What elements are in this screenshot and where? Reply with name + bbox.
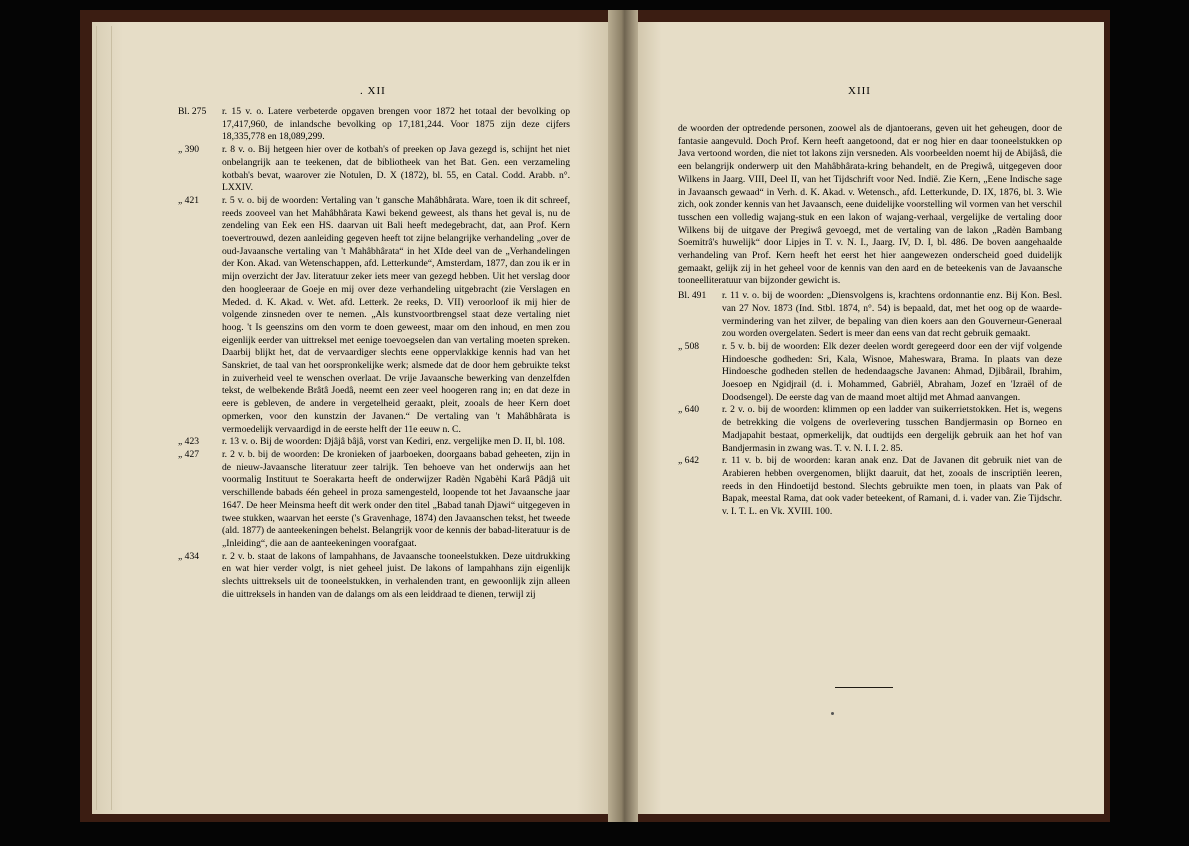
- entry-ref: Bl. 491: [678, 290, 707, 302]
- entry-text: r. 8 v. o. Bij hetgeen hier over de kotbah's of preeken op Java gezegd is, schijnt het niet onbelangrijk aan te teekenen, dat de bibliotheek van het Bat. Gen. een verzameling kotbah's bevat, waarover zie Notulen, D. X (1872), bl. 55, en Catal. Codd. Arabb. n°. LXXIV.: [222, 144, 570, 194]
- entry-text: r. 15 v. o. Latere verbeterde opgaven brengen voor 1872 het totaal der bevolking op 17,417,960, de inlandsche bevolking op 17,181,244. Voor 1875 zijn deze cijfers 18,335,778 en 18,089,299.: [222, 106, 570, 143]
- entry-text: r. 11 v. b. bij de woorden: karan anak enz. Dat de Javanen dit gebruik niet van de Arabieren hebben overgenomen, blijkt daaruit, dat het, zooals de inscriptiën leeren, reeds in den Hindoetijd bestond. Slechts gebruikte men toen, in plaats van Pak of Bapak, meestal Rama, dat ook vader beteekent, of Ramani, d. i. vader van. Zie Tijdschr. v. I. T. L. en Vk. XVIII. 100.: [722, 455, 1062, 518]
- entry-ref: „ 642: [678, 455, 700, 467]
- annotation-entry: [178, 144, 570, 195]
- entry-ref: „ 423: [178, 436, 200, 448]
- entry-text: r. 2 v. b. staat de lakons of lampahhans, de Javaansche tooneelstukken. Deze uitdrukking en wat hier verder volgt, is niet geheel juist. De lakons of lampahhans zijn eigenlijk slechts uittreksels uit de tooneelstukken, in verhalenden trant, en gewoonlijk zijn alleen die uittreksels in handen van de dalangs om als een leiddraad te dienen, terwijl zij: [222, 550, 570, 600]
- page-edge-lines: [96, 26, 112, 810]
- entry-text: r. 13 v. o. Bij de woorden: Djâjâ bâjâ, vorst van Kediri, enz. vergelijke men D. II, bl. 108.: [222, 436, 565, 448]
- book-spine: [608, 10, 638, 822]
- entry-ref: „ 508: [678, 340, 700, 352]
- entry-text: r. 5 v. b. bij de woorden: Elk dezer deelen wordt geregeerd door een der vijf volgende Hindoesche godheden: Sri, Kala, Wisnoe, Maheswara, Brama. In plaats van deze Hindoesche godheden stellen de hedendaagsche Javanen: Ahmad, Djibârail, Ibrahim, Joesoep en Ngidjrail (d. i. Mohammed, Gabriël, Abraham, Jozef en 'Izraël of de Doodsengel). De eerste dag van de maand moet altijd met Ahmad aanvangen.: [722, 340, 1062, 403]
- annotation-entry: [178, 436, 570, 449]
- right-page-text: [678, 123, 1062, 519]
- entry-ref: „ 390: [178, 144, 200, 156]
- annotation-entry: [678, 341, 1062, 405]
- entry-ref: Bl. 275: [178, 106, 207, 117]
- closing-rule: [835, 687, 893, 688]
- left-page-number: . XII: [360, 85, 386, 97]
- annotation-entry: [678, 404, 1062, 455]
- annotation-entry: [178, 106, 570, 144]
- entry-ref: „ 434: [178, 550, 200, 562]
- annotation-entry: [678, 455, 1062, 519]
- left-page-text: [178, 106, 570, 601]
- entry-ref: „ 640: [678, 404, 700, 416]
- annotation-entry: [678, 290, 1062, 341]
- entry-text: r. 2 v. o. bij de woorden: klimmen op een ladder van suikerrietstokken. Het is, wegens de betrekking die volgens de overlevering tusschen Bandjermasin op Borneo en Madjapahit bestaat, opmerkelijk, dat oudtijds een dergelijk gebruik aan het hof van Bandjermasin in zwang was. T. v. N. I. I. 2. 85.: [722, 404, 1062, 454]
- annotation-entry: [178, 195, 570, 436]
- continued-paragraph: de woorden der optredende personen, zoowel als de djantoerans, geven uit het geheugen, door de fantasie aangevuld. Doch Prof. Kern heeft aangetoond, dat er nog hier en daar tooneelstukken op Java vertoond worden, die niet tot lakons zijn versneden. Als voorbeelden noemt hij de Abijâsâ, die een belangrijk onderwerp uit den Mahâbhârata-kring behandelt, en de Pregiwâ, uitgegeven door Wilkens in Jaarg. VIII, Deel II, van het Tijdschrift voor Ned. Indië. Zie Kern, „Eene Indische sage in Javaansch gewaad“ in Verh. d. K. Akad. v. Wetensch., afd. Letterkunde, D. IX, 1876, bl. 3. Wie zich, ook zonder kennis van het Javaansch, eene duidelijke voorstelling wil vormen van het verschil tusschen een volledig wajang-stuk en een lakon of wajang-verhaal, vergelijke de vertaling door Wilkens bij de uitgave der Pregiwâ gevoegd, met de vertaling van de lakon „Radèn Bambang Soemitrâ's huwelijk“ door Lipjes in T. v. N. I., Jaarg. IV, D. I, bl. 486. De boven aangehaalde verhandeling van Prof. Kern heeft het eerst het hier aangewezen onderscheid goed duidelijk gemaakt, gelijk zij in het geheel voor de kennis van den aard en de beteekenis van de Javaansche tooneelliteratuur van bijzonder gewicht is.: [678, 123, 1062, 287]
- right-page-number: XIII: [848, 85, 871, 97]
- annotation-entry: [178, 551, 570, 602]
- entry-ref: „ 427: [178, 448, 200, 460]
- entry-text: r. 5 v. o. bij de woorden: Vertaling van 't gansche Mahâbhârata. Ware, toen ik dit schreef, reeds zooveel van het Mahâbhârata Kawi bekend geweest, als thans het geval is, nu de zendeling van Eek een HS. daarvan uit Bali heeft medegebracht, dat, aan Prof. Kern toevertrouwd, dezen aanleiding gegeven heeft tot zijne belangrijke verhandeling „over de oud-Javaansche vertaling van 't Mahâbhârata“ in het XIde deel van de „Verhandelingen der Kon. Akad. van Wetenschappen, afd. Letterkunde“, Amsterdam, 1877, dan zou ik er in mijn overzicht der Jav. literatuur zeker iets meer van gezegd hebben. Uit het verslag door den hoogleeraar de Goeje en mij over deze verhandeling uitgebracht (zie Verslagen en Meded. d. K. Akad. v. Wet. afd. Letterk. 2e reeks, D. VII) veroorloof ik mij hier de volgende zinsneden over te nemen. „Als kunstvoortbrengsel staat deze vertaling niet hoog. 't Is geenszins om den vorm te doen geweest, maar om den inhoud, en men zou eigenlijk eerder van uittreksel met eenige toevoegselen dan van vertaling moeten spreken. Daarbij blijkt het, dat de vervaardiger slechts eene oppervlakkige kennis had van het Sanskriet, de taal van het oorspronkelijke werk; alsmede dat de door hem gebruikte tekst in zuiverheid veel te wenschen overlaat. De vrije Javaansche bewerking van denzelfden tekst, de welbekende Brâtâ Joedâ, neemt een zeer veel hoogeren rang in; en dat deze in eere is gebleven, de andere in vergetelheid geraakt, pleit, zooals de heer Kern doet opmerken, voor den kunstzin der Javanen.“ De vertaling van 't Mahâbhârata is vermoedelijk vervaardigd in de eerste helft der 11e eeuw n. C.: [222, 194, 570, 435]
- entry-ref: „ 421: [178, 194, 200, 206]
- annotation-entry: [178, 449, 570, 551]
- entry-text: r. 2 v. b. bij de woorden: De kronieken of jaarboeken, doorgaans babad geheeten, zijn in de nieuw-Javaansche literatuur zeer talrijk. Ten behoeve van het onderwijs aan het voormalig Instituut te Soerakarta heeft de onderwijzer Radèn Ngabèhi Karâ Pâdjâ uit verschillende babads één geheel in proza samengesteld, loopende tot het Javaansche jaar 1647. De heer Meinsma heeft dit werk onder den titel „Babad tanah Djawi“ uitgegeven in twee stukken, waarvan het eerste ('s Gravenhage, 1874) den Javaanschen tekst, het tweede (ald. 1877) de aanteekeningen behelst. Belangrijk voor de kennis der babad-literatuur is de „Inleiding“, die aan de aanteekeningen voorafgaat.: [222, 448, 570, 549]
- ink-speck: [831, 712, 834, 715]
- entry-text: r. 11 v. o. bij de woorden: „Diensvolgens is, krachtens ordonnantie enz. Bij Kon. Besl. van 27 Nov. 1873 (Ind. Stbl. 1874, n°. 54) is bepaald, dat, met het oog op de waarde-vermindering van het zilver, de bepaling van dien koers aan den Gouverneur-Generaal zou worden overgelaten. Sedert is meer dan eens van dat recht gebruik gemaakt.: [722, 290, 1062, 340]
